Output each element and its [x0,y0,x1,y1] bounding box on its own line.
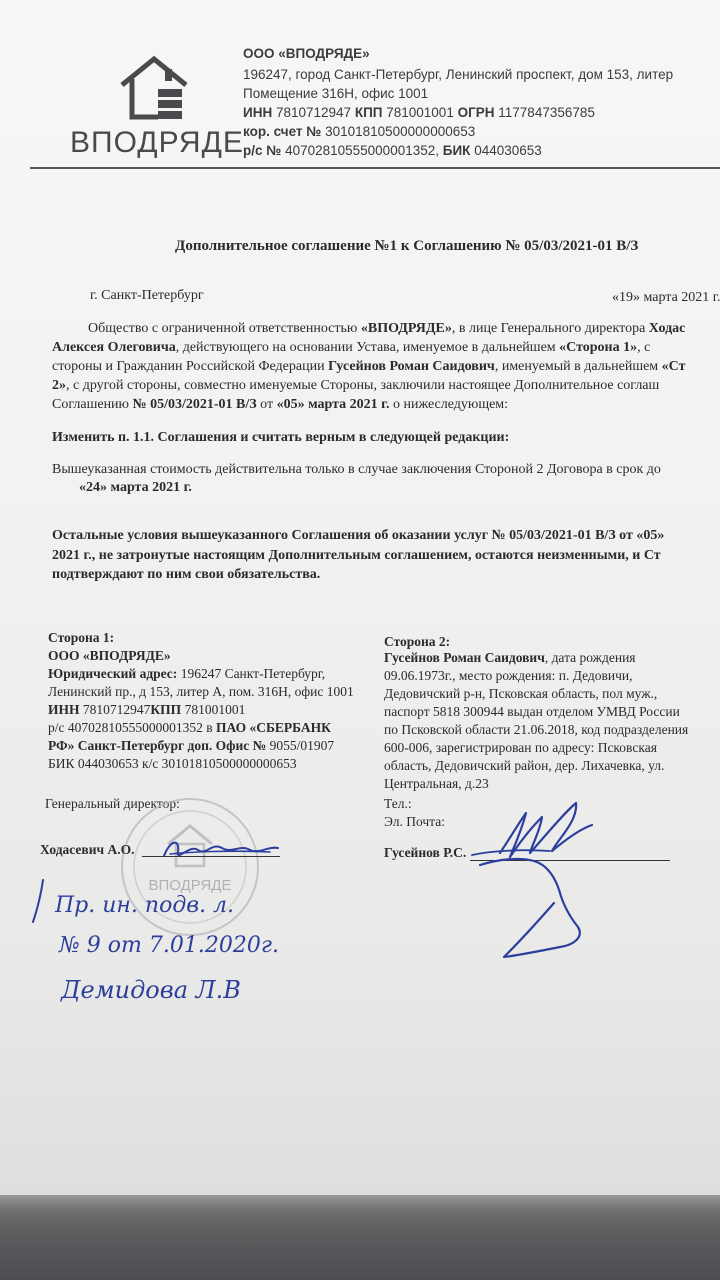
company-corr: кор. счет № 30101810500000000653 [243,124,476,139]
para2-line3: подтверждают по ним свои обязательства. [52,567,321,582]
document-title: Дополнительное соглашение №1 к Соглашению № 05/03/2021-01 В/З [175,238,639,254]
party1-account: р/с 40702810555000001352 в ПАО «СБЕРБАНК [48,720,331,735]
change-text-line2: «24» марта 2021 г. [79,480,192,495]
party1-name: ООО «ВПОДРЯДЕ» [48,648,171,663]
handwriting-line2: № 9 от 7.01.2020г. [59,933,279,958]
handwritten-note [25,870,325,1020]
document-city: г. Санкт-Петербург [90,288,204,303]
header-divider [30,167,720,169]
party1-signature [150,830,290,870]
para2-line1: Остальные условия вышеуказанного Соглашения об оказании услуг № 05/03/2021-01 В/З от «05» [52,528,665,543]
logo-text: ВПОДРЯДЕ [70,126,244,159]
para1-line2: Алексея Олеговича, действующего на основании Устава, именуемое в дальнейшем «Сторона 1», с [52,340,651,355]
party2-line2: 09.06.1973г., место рождения: п. Дедовичи, [384,668,633,683]
party2-tel: Тел.: [384,796,412,811]
para1-line4: 2», с другой стороны, совместно именуемые Стороны, заключили настоящее Дополнительное соглаш [52,378,660,393]
company-ids: ИНН 7810712947 КПП 781001001 ОГРН 1177847356785 [243,105,595,120]
party2-line6: 600-006, зарегистрирован по адресу: Псковская [384,740,657,755]
handwriting-line1: Пр. ин. подв. л. [55,893,235,918]
party2-line4: паспорт 5818 300944 выдан отделом УМВД России [384,704,680,719]
company-name: ООО «ВПОДРЯДЕ» [243,46,370,61]
change-heading: Изменить п. 1.1. Соглашения и считать верным в следующей редакции: [52,430,510,445]
company-room: Помещение 316Н, офис 1001 [243,86,429,101]
party2-line3: Дедовичский р-н, Псковская область, пол муж., [384,686,658,701]
party1-legal: Юридический адрес: 196247 Санкт-Петербург, [48,666,326,681]
document-date: «19» марта 2021 г. [612,290,720,305]
party2-signature [460,795,640,965]
para1-line3: стороны и Гражданин Российской Федерации Гусейнов Роман Саидович, именуемый в дальнейшем «Ст [52,359,686,374]
para1-line5: Соглашению № 05/03/2021-01 В/З от «05» марта 2021 г. о нижеследующем: [52,397,509,412]
party2-line1: Гусейнов Роман Саидович, дата рождения [384,650,636,665]
para1-line1: Общество с ограниченной ответственностью «ВПОДРЯДЕ», в лице Генерального директора Ходас [88,321,686,336]
party2-line7: область, Дедовичский район, дер. Лихачевка, ул. [384,758,665,773]
party2-signer: Гусейнов Р.С. [384,845,467,860]
house-logo-icon [118,55,190,125]
party1-bank: РФ» Санкт-Петербург доп. Офис № 9055/01907 [48,738,335,753]
para2-line2: 2021 г., не затронутые настоящим Дополнительным соглашением, остаются неизменными, и Ст [52,548,661,563]
party2-line8: Центральная, д.23 [384,776,489,791]
company-address: 196247, город Санкт-Петербург, Ленинский проспект, дом 153, литер [243,67,674,82]
party2-email: Эл. Почта: [384,814,445,829]
party2-label: Сторона 2: [384,634,451,649]
handwriting-line3: Демидова Л.В [61,976,241,1004]
background-surface [0,1195,720,1280]
party1-label: Сторона 1: [48,630,115,645]
party2-line5: по Псковской области 21.06.2018, код подразделения [384,722,689,737]
party1-bik: БИК 044030653 к/с 30101810500000000653 [48,756,297,771]
party1-signer: Ходасевич А.О. [40,842,135,857]
party1-legal-2: Ленинский пр., д 153, литер А, пом. 316Н, офис 1001 [48,684,354,699]
company-account: р/с № 40702810555000001352, БИК 044030653 [243,143,542,158]
director-label: Генеральный директор: [45,796,180,811]
party1-ids: ИНН 7810712947КПП 781001001 [48,702,246,717]
stamp-text: ВПОДРЯДЕ [148,877,232,894]
change-text-line1: Вышеуказанная стоимость действительна только в случае заключения Стороной 2 Договора в срок до [52,462,661,477]
